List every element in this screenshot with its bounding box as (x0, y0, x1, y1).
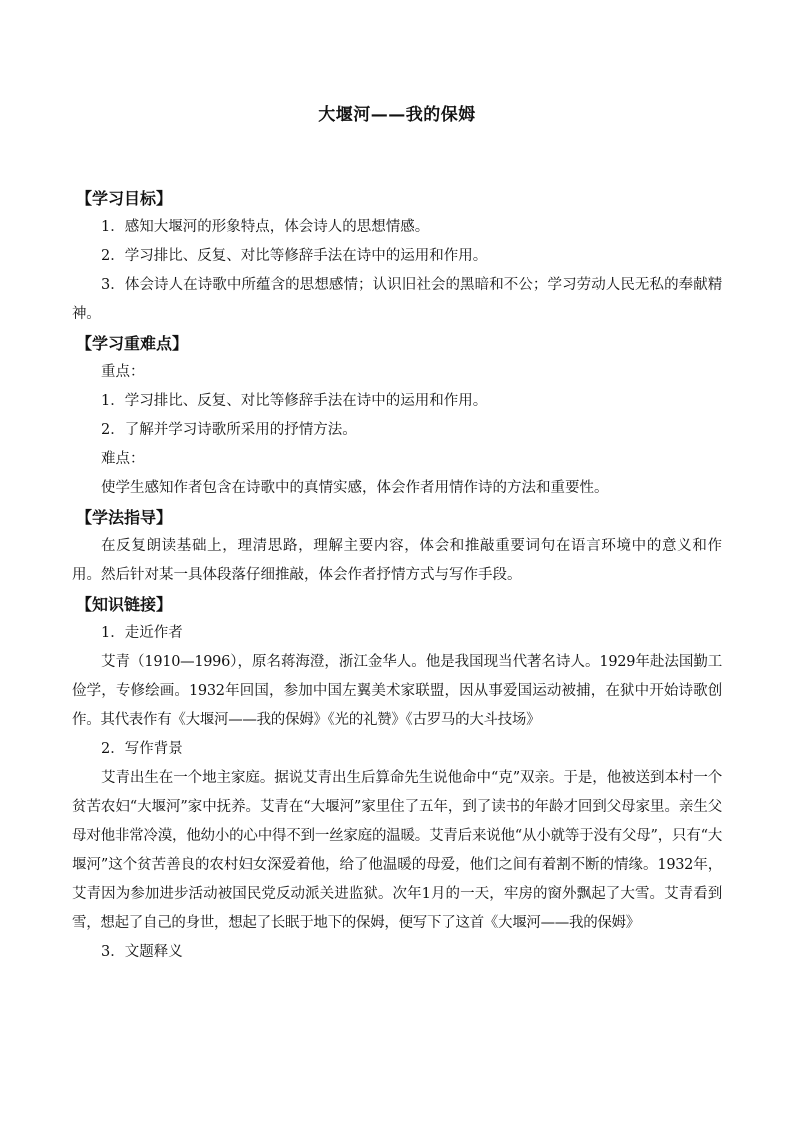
keypoint-item-2: 2．了解并学习诗歌所采用的抒情方法。 (101, 422, 357, 438)
goal-item-2: 2．学习排比、反复、对比等修辞手法在诗中的运用和作用。 (101, 248, 488, 264)
section-knowledge-links (72, 590, 722, 967)
difficulty-label: 难点： (101, 451, 145, 467)
section-learning-goals (72, 184, 722, 329)
keypoint-item-1: 1．学习排比、反复、对比等修辞手法在诗中的运用和作用。 (101, 393, 488, 409)
section-heading: 【学习目标】 (76, 189, 173, 208)
document-body (72, 184, 722, 967)
section-heading: 【知识链接】 (76, 595, 173, 614)
subheading-author: 1．走近作者 (101, 625, 183, 641)
method-paragraph: 在反复朗读基础上，理清思路，理解主要内容，体会和推敲重要词句在语言环境中的意义和作用。然后针对某一具体段落仔细推敲，体会作者抒情方式与写作手段。 (72, 538, 722, 583)
goal-item-3: 3．体会诗人在诗歌中所蕴含的思想感情；认识旧社会的黑暗和不公；学习劳动人民无私的奉献精神。 (72, 277, 722, 322)
section-heading: 【学习重难点】 (76, 334, 189, 353)
subheading-title-meaning: 3．文题释义 (101, 944, 183, 960)
section-heading: 【学法指导】 (76, 508, 173, 527)
goal-item-1: 1．感知大堰河的形象特点，体会诗人的思想情感。 (101, 219, 430, 235)
section-key-points (72, 329, 722, 503)
difficulty-item: 使学生感知作者包含在诗歌中的真情实感，体会作者用情作诗的方法和重要性。 (101, 480, 609, 496)
keypoint-label: 重点： (101, 364, 145, 380)
background-paragraph: 艾青出生在一个地主家庭。据说艾青出生后算命先生说他命中“克”双亲。于是，他被送到本村一个贫苦农妇“大堰河”家中抚养。艾青在“大堰河”家里住了五年，到了读书的年龄才回到父母家里。亲生父母对他非常冷漠，他幼小的心中得不到一丝家庭的温暖。艾青后来说他“从小就等于没有父母”，只有“大堰河”这个贫苦善良的农村妇女深爱着他，给了他温暖的母爱，他们之间有着割不断的情缘。1932年，艾青因为参加进步活动被国民党反动派关进监狱。次年1月的一天，牢房的窗外飘起了大雪。艾青看到雪，想起了自己的身世，想起了长眠于地下的保姆，便写下了这首《大堰河——我的保姆》 (72, 770, 722, 931)
section-method-guide (72, 503, 722, 590)
page-title: 大堰河——我的保姆 (318, 105, 476, 125)
subheading-background: 2．写作背景 (101, 741, 183, 757)
author-paragraph: 艾青（1910—1996），原名蒋海澄，浙江金华人。他是我国现当代著名诗人。1929年赴法国勤工俭学，专修绘画。1932年回国，参加中国左翼美术家联盟，因从事爱国运动被捕，在狱中开始诗歌创作。其代表作有《大堰河——我的保姆》《光的礼赞》《古罗马的大斗技场》 (72, 654, 722, 728)
